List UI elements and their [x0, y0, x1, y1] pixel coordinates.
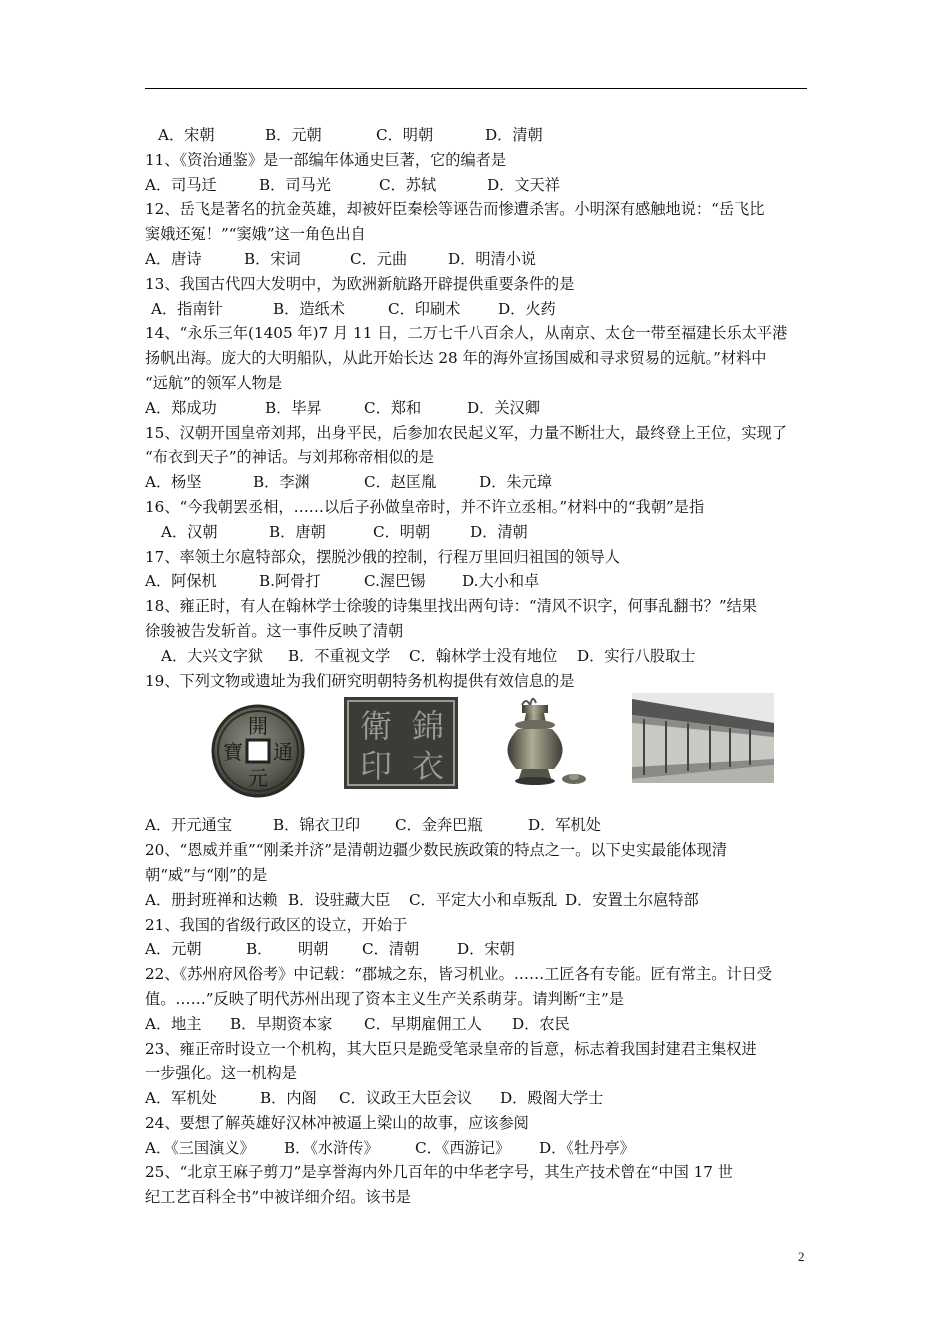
q22-option-d: D．农民 — [512, 1014, 570, 1033]
q13-option-b: B．造纸术 — [273, 299, 345, 318]
q12-stem-line2: 窦娥还冤！”“窦娥”这一角色出自 — [145, 225, 366, 244]
q24-option-c: C．《西游记》 — [415, 1138, 511, 1157]
q14-stem-line1: 14、“永乐三年(1405 年)7 月 11 日，二万七千八百余人，从南京、太仓一带至福建长乐太平港 — [145, 324, 788, 343]
q14-option-d: D．关汉卿 — [467, 398, 540, 417]
q11-stem: 11、《资治通鉴》是一部编年体通史巨著，它的编者是 — [145, 150, 507, 169]
kaiyuan-coin-image — [202, 703, 314, 799]
q20-option-a: A．册封班禅和达赖 — [145, 890, 278, 909]
seal-char-3: 衛 — [359, 707, 393, 746]
q16-options — [145, 520, 813, 545]
q15-option-a: A．杨坚 — [145, 473, 202, 492]
q19-images — [145, 693, 813, 813]
q24-option-a: A．《三国演义》 — [145, 1138, 255, 1157]
q12-option-b: B．宋词 — [244, 249, 301, 268]
q16-option-d: D．清朝 — [470, 522, 528, 541]
q20-option-b: B．设驻藏大臣 — [288, 890, 391, 909]
q20-options — [145, 888, 813, 913]
seal-char-4: 印 — [359, 747, 393, 786]
coin-char-left: 寶 — [223, 740, 243, 765]
q13-option-c: C．印刷术 — [388, 299, 461, 318]
q17-option-a: A．阿保机 — [145, 572, 217, 591]
q18-option-d: D．实行八股取士 — [577, 646, 696, 665]
q21-option-b: B． — [246, 940, 273, 959]
q16-option-a: A．汉朝 — [161, 522, 218, 541]
coin-char-right: 通 — [273, 740, 293, 765]
q22-stem-line2: 值。……”反映了明代苏州出现了资本主义生产关系萌芽。请判断“主”是 — [145, 989, 624, 1008]
q21-option-b-text: 明朝 — [298, 940, 329, 959]
q12-option-a: A．唐诗 — [145, 249, 202, 268]
q13-stem: 13、我国古代四大发明中，为欧洲新航路开辟提供重要条件的是 — [145, 274, 575, 293]
q21-options — [145, 937, 813, 962]
q12-stem-line1: 12、岳飞是著名的抗金英雄，却被奸臣秦桧等诬告而惨遭杀害。小明深有感触地说：“岳飞比 — [145, 200, 765, 219]
q25-stem-line1: 25、“北京王麻子剪刀”是享誉海内外几百年的中华老字号，其生产技术曾在“中国 17 世 — [145, 1163, 733, 1182]
q21-option-a: A．元朝 — [145, 940, 202, 959]
q14-stem-line3: “远航”的领军人物是 — [145, 373, 283, 392]
q12-option-d: D．明清小说 — [448, 249, 537, 268]
q11-option-c: C．苏轼 — [379, 175, 437, 194]
q23-option-a: A．军机处 — [145, 1089, 217, 1108]
q21-option-c: C．清朝 — [362, 940, 420, 959]
q10-option-c: C．明朝 — [376, 126, 434, 144]
q22-stem-line1: 22、《苏州府风俗考》中记载：“郡城之东，皆习机业。……工匠各有专能。匠有常主。计日受 — [145, 965, 772, 984]
q18-stem-line2: 徐骏被告发斩首。这一事件反映了清朝 — [145, 621, 404, 640]
coin-char-bottom: 元 — [248, 766, 268, 791]
q11-option-a: A．司马迁 — [145, 175, 217, 194]
q23-option-c: C．议政王大臣会议 — [339, 1089, 473, 1108]
q14-option-b: B．毕昇 — [265, 398, 322, 417]
q13-option-a: A．指南针 — [151, 299, 223, 318]
q18-option-c: C．翰林学士没有地位 — [409, 646, 558, 665]
q15-stem-line2: “布衣到天子”的神话。与刘邦称帝相似的是 — [145, 448, 434, 467]
q13-option-d: D．火药 — [498, 299, 556, 318]
q20-stem-line1: 20、“恩威并重”“刚柔并济”是清朝边疆少数民族政策的特点之一。以下史实最能体现清 — [145, 841, 727, 860]
q15-option-d: D．朱元璋 — [479, 473, 552, 492]
q11-options — [145, 173, 813, 198]
q23-options — [145, 1086, 813, 1111]
q18-stem-line1: 18、雍正时，有人在翰林学士徐骏的诗集里找出两句诗：“清风不识字，何事乱翻书？”结果 — [145, 597, 757, 616]
q21-stem: 21、我国的省级行政区的设立，开始于 — [145, 915, 408, 934]
q24-option-d: D．《牡丹亭》 — [539, 1138, 635, 1157]
q19-stem: 19、下列文物或遗址为我们研究明朝特务机构提供有效信息的是 — [145, 671, 575, 690]
q24-option-b: B．《水浒传》 — [284, 1138, 379, 1157]
jinyiwei-seal-image — [344, 697, 458, 789]
q15-options — [145, 470, 813, 495]
q17-option-b: B.阿骨打 — [259, 572, 321, 591]
coin-char-top: 開 — [248, 714, 268, 739]
q10-option-b: B．元朝 — [265, 126, 322, 144]
q16-option-c: C．明朝 — [373, 522, 431, 541]
q23-option-d: D．殿阁大学士 — [500, 1089, 604, 1108]
q14-stem-line2: 扬帆出海。庞大的大明船队，从此开始长达 28 年的海外宣扬国威和寻求贸易的远航。”材料中 — [145, 349, 767, 368]
q22-option-a: A．地主 — [145, 1014, 202, 1033]
q19-option-d: D．军机处 — [528, 816, 601, 835]
q18-option-a: A．大兴文字狱 — [161, 646, 264, 665]
q14-option-c: C．郑和 — [364, 398, 422, 417]
q15-option-b: B．李渊 — [253, 473, 310, 492]
seal-char-2: 衣 — [411, 747, 445, 786]
q14-options — [145, 396, 813, 421]
q22-option-b: B．早期资本家 — [230, 1014, 333, 1033]
q17-option-d: D.大小和卓 — [462, 572, 540, 591]
q15-stem-line1: 15、汉朝开国皇帝刘邦，出身平民，后参加农民起义军，力量不断壮大，最终登上王位，实现了 — [145, 423, 788, 442]
q12-option-c: C．元曲 — [350, 249, 408, 268]
q13-options — [145, 297, 813, 322]
q18-options — [145, 644, 813, 669]
q23-stem-line1: 23、雍正帝时设立一个机构，其大臣只是跪受笔录皇帝的旨意，标志着我国封建君主集权进 — [145, 1039, 757, 1058]
q22-option-c: C．早期雇佣工人 — [364, 1014, 482, 1033]
seal-char-1: 錦 — [411, 707, 445, 746]
q22-options — [145, 1012, 813, 1037]
q11-option-b: B．司马光 — [259, 175, 331, 194]
q12-options — [145, 247, 813, 272]
grand-council-building-image — [632, 693, 774, 783]
golden-bumpa-vase-image — [486, 687, 592, 795]
q17-stem: 17、率领土尔扈特部众，摆脱沙俄的控制，行程万里回归祖国的领导人 — [145, 547, 620, 566]
question-list — [145, 123, 813, 1210]
q25-stem-line2: 纪工艺百科全书”中被详细介绍。该书是 — [145, 1188, 411, 1207]
q23-option-b: B．内阁 — [260, 1089, 317, 1108]
q15-option-c: C．赵匡胤 — [364, 473, 437, 492]
header-rule — [145, 88, 807, 89]
q16-stem: 16、“今我朝罢丞相，……以后子孙做皇帝时，并不许立丞相。”材料中的“我朝”是指 — [145, 497, 705, 516]
q19-option-c: C．金奔巴瓶 — [395, 816, 483, 835]
q10-option-a: A．宋朝 — [158, 126, 215, 144]
q19-options — [145, 813, 813, 838]
q19-option-a: A．开元通宝 — [145, 816, 232, 835]
q18-option-b: B．不重视文学 — [288, 646, 391, 665]
q19-option-b: B．锦衣卫印 — [273, 816, 361, 835]
page-number: 2 — [798, 1249, 805, 1264]
q24-options — [145, 1136, 813, 1161]
q24-stem: 24、要想了解英雄好汉林冲被逼上梁山的故事，应该参阅 — [145, 1113, 529, 1132]
q20-option-d: D．安置土尔扈特部 — [565, 890, 699, 909]
q20-stem-line2: 朝“威”与“刚”的是 — [145, 865, 268, 884]
q20-option-c: C．平定大小和卓叛乱 — [409, 890, 558, 909]
q11-option-d: D．文天祥 — [487, 175, 560, 194]
q21-option-d: D．宋朝 — [457, 940, 515, 959]
q16-option-b: B．唐朝 — [269, 522, 326, 541]
q10-options — [145, 123, 813, 148]
q14-option-a: A．郑成功 — [145, 398, 217, 417]
q23-stem-line2: 一步强化。这一机构是 — [145, 1064, 297, 1083]
q17-option-c: C.渥巴锡 — [364, 572, 426, 591]
q10-option-d: D．清朝 — [485, 126, 543, 144]
q17-options — [145, 569, 813, 594]
